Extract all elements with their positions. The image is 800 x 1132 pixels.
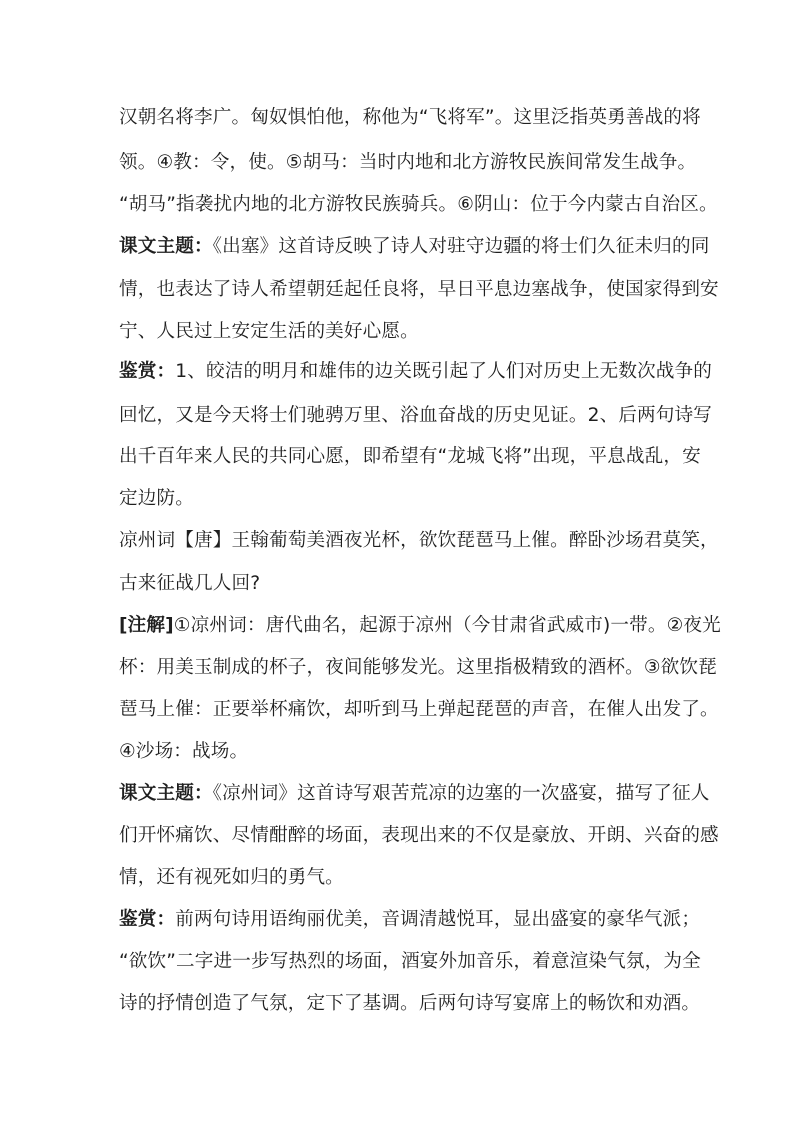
appreciation-2-line-2 — [119, 950, 699, 974]
annotation-text: “胡马”指袭扰内地的北方游牧民族骑兵。⑥阴山：位于今内蒙古自治区。 — [119, 194, 718, 215]
appreciation-label: 鉴赏： — [119, 361, 176, 382]
theme-1-line-2 — [119, 278, 719, 302]
poem-line-2 — [119, 572, 699, 596]
notes-line-2 — [119, 656, 717, 680]
notes-text: ①凉州词：唐代曲名，起源于凉州（今甘肃省武威市)一带。②夜光 — [173, 615, 721, 636]
theme-text: 们开怀痛饮、尽情酣醉的场面，表现出来的不仅是豪放、开朗、兴奋的感 — [119, 825, 719, 846]
appreciation-1-line-2 — [119, 404, 713, 428]
annotation-text: 汉朝名将李广。匈奴惧怕他，称他为“飞将军”。这里泛指英勇善战的将 — [119, 107, 701, 128]
annotation-text: 领。④教：令，使。⑤胡马：当时内地和北方游牧民族间常发生战争。 — [119, 152, 697, 173]
theme-1-line-1 — [119, 235, 710, 259]
theme-text: 《凉州词》这首诗写艰苦荒凉的边塞的一次盛宴，描写了征人 — [212, 783, 710, 804]
appreciation-text: 定边防。 — [119, 488, 194, 509]
notes-line-4 — [119, 740, 699, 764]
theme-text: 情，还有视死如归的勇气。 — [119, 867, 344, 888]
theme-2-line-2 — [119, 824, 719, 848]
annotation-line-2 — [119, 151, 699, 175]
theme-text: 《出塞》这首诗反映了诗人对驻守边疆的将士们久征未归的同 — [212, 236, 710, 257]
annotation-line-3 — [119, 193, 718, 217]
notes-text: ④沙场：战场。 — [119, 741, 249, 762]
appreciation-1-line-3 — [119, 445, 699, 469]
notes-label: [注解] — [119, 615, 174, 636]
theme-label: 课文主题： — [119, 236, 213, 257]
appreciation-text: 回忆，又是今天将士们驰骋万里、浴血奋战的历史见证。2、后两句诗写 — [119, 405, 713, 426]
notes-text: 杯：用美玉制成的杯子，夜间能够发光。这里指极精致的酒杯。③欲饮琵 — [119, 657, 717, 678]
notes-line-1 — [119, 614, 721, 638]
appreciation-text: 出千百年来人民的共同心愿，即希望有“龙城飞将”出现，平息战乱，安 — [119, 446, 701, 467]
appreciation-text: 1、皎洁的明月和雄伟的边关既引起了人们对历史上无数次战争的 — [175, 361, 713, 382]
notes-line-3 — [119, 698, 719, 722]
theme-1-line-3 — [119, 320, 699, 344]
appreciation-text: “欲饮”二字进一步写热烈的场面，酒宴外加音乐，着意渲染气氛，为全 — [119, 951, 701, 972]
appreciation-2-line-3 — [119, 992, 699, 1016]
theme-2-line-1 — [119, 782, 710, 806]
poem-line-1 — [119, 529, 719, 553]
appreciation-2-line-1 — [119, 908, 699, 932]
appreciation-1-line-4 — [119, 487, 699, 511]
appreciation-label: 鉴赏： — [119, 909, 176, 930]
theme-label: 课文主题： — [119, 783, 213, 804]
theme-2-line-3 — [119, 866, 699, 890]
appreciation-text: 诗的抒情创造了气氛，定下了基调。后两句诗写宴席上的畅饮和劝酒。 — [119, 993, 701, 1014]
annotation-line-1 — [119, 106, 699, 130]
notes-text: 琶马上催：正要举杯痛饮，却听到马上弹起琵琶的声音，在催人出发了。 — [119, 699, 719, 720]
appreciation-1-line-1 — [119, 360, 713, 384]
theme-text: 宁、人民过上安定生活的美好心愿。 — [119, 321, 419, 342]
appreciation-text: 前两句诗用语绚丽优美，音调清越悦耳，显出盛宴的豪华气派； — [175, 909, 701, 930]
poem-text: 凉州词【唐】王翰葡萄美酒夜光杯，欲饮琵琶马上催。醉卧沙场君莫笑， — [119, 530, 719, 551]
theme-text: 情，也表达了诗人希望朝廷起任良将，早日平息边塞战争，使国家得到安 — [119, 279, 719, 300]
poem-text: 古来征战几人回? — [119, 573, 261, 594]
